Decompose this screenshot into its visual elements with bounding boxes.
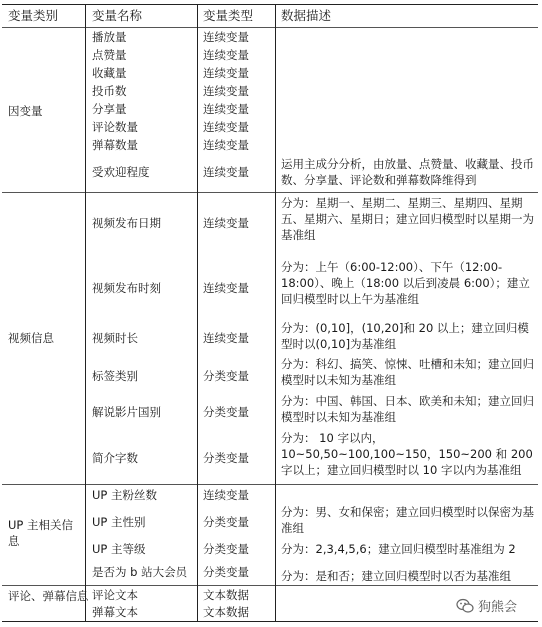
variable-type: 连续变量 [203, 165, 249, 179]
header-name: 变量名称 [92, 8, 143, 23]
variable-type: 连续变量 [203, 488, 249, 502]
variable-description: 分为：上午（6:00-12:00）、下午（12:00-18:00）、晚上（18:00 以后到凌晨 6:00）；建立回归模型时以上午为基准组 [281, 260, 530, 306]
variable-name: 是否为 b 站大会员 [92, 565, 188, 579]
variable-type: 文本数据 [203, 588, 249, 602]
variable-description: 分为：中国、韩国、日本、欧美和未知；建立回归模型时以未知为基准组 [281, 394, 534, 424]
column-divider [275, 4, 276, 622]
variable-name: 弹幕数量 [92, 138, 138, 152]
variable-type: 连续变量 [203, 84, 249, 98]
variable-name: UP 主等级 [92, 542, 146, 556]
group-divider [2, 484, 538, 485]
wechat-icon [456, 598, 474, 614]
category-cell: 视频信息 [8, 331, 54, 345]
variable-type: 分类变量 [203, 515, 249, 529]
variable-description: 分为：(0,10]，(10,20]和 20 以上；建立回归模型时以(0,10]为基准组 [281, 321, 529, 351]
variable-name: UP 主性别 [92, 515, 146, 529]
group-divider [2, 585, 538, 586]
variable-name: 评论文本 [92, 588, 138, 602]
header-description: 数据描述 [281, 8, 332, 23]
category-cell: UP 主相关信息 [8, 518, 74, 548]
variable-name: 简介字数 [92, 451, 138, 465]
header-bottom-border [2, 27, 538, 28]
variable-type: 连续变量 [203, 102, 249, 116]
variable-type: 连续变量 [203, 216, 249, 230]
column-divider [197, 4, 198, 622]
variable-description: 分为： 10 字以内， 10~50,50~100,100~150，150~200 和 200 字以上；建立回归模型时以 10 字以内为基准组 [281, 431, 533, 477]
variable-type: 连续变量 [203, 30, 249, 44]
variable-type: 连续变量 [203, 281, 249, 295]
variable-name: 解说影片国别 [92, 405, 161, 419]
table-bottom-border [2, 621, 538, 622]
variable-name: 投币数 [92, 84, 127, 98]
column-divider [85, 4, 86, 622]
variable-type: 分类变量 [203, 405, 249, 419]
variable-name: 评论数量 [92, 120, 138, 134]
variable-type: 连续变量 [203, 66, 249, 80]
category-cell: 因变量 [8, 104, 43, 118]
variable-description: 分为：是和否；建立回归模型时以否为基准组 [281, 569, 511, 583]
watermark [456, 596, 517, 615]
variable-type: 分类变量 [203, 565, 249, 579]
variable-name: 视频时长 [92, 331, 138, 345]
variable-name: 弹幕文本 [92, 605, 138, 619]
variable-name: 视频发布日期 [92, 216, 161, 230]
variable-type: 文本数据 [203, 605, 249, 619]
variable-name: 收藏量 [92, 66, 127, 80]
variable-type: 连续变量 [203, 48, 249, 62]
variable-name: 视频发布时刻 [92, 281, 161, 295]
variable-type: 连续变量 [203, 138, 249, 152]
variable-name: 标签类别 [92, 369, 138, 383]
variable-description: 分为：男、女和保密；建立回归模型时以保密为基准组 [281, 505, 534, 535]
variable-name: 分享量 [92, 102, 127, 116]
variable-name: 受欢迎程度 [92, 165, 150, 179]
variable-description: 分为：星期一、星期二、星期三、星期四、星期五、星期六、星期日；建立回归模型时以星期一为基准组 [281, 196, 534, 242]
variable-description: 运用主成分分析，由放量、点赞量、收藏量、投币数、分享量、评论数和弹幕数降维得到 [281, 157, 534, 187]
category-cell: 评论、弹幕信息 [8, 589, 89, 603]
table-top-border [2, 4, 538, 5]
group-divider [2, 192, 538, 193]
variable-type: 连续变量 [203, 331, 249, 345]
variable-type: 分类变量 [203, 369, 249, 383]
variable-type: 连续变量 [203, 120, 249, 134]
variable-type: 分类变量 [203, 542, 249, 556]
variable-type: 分类变量 [203, 451, 249, 465]
header-category: 变量类别 [8, 8, 59, 23]
variable-table [2, 4, 538, 622]
header-type: 变量类型 [203, 8, 254, 23]
watermark-text: 狗熊会 [478, 600, 518, 615]
variable-name: 播放量 [92, 30, 127, 44]
variable-name: UP 主粉丝数 [92, 488, 158, 502]
variable-description: 分为：2,3,4,5,6；建立回归模型时基准组为 2 [281, 542, 516, 556]
variable-description: 分为：科幻、搞笑、惊悚、吐槽和未知；建立回归模型时以未知为基准组 [281, 357, 534, 387]
variable-name: 点赞量 [92, 48, 127, 62]
